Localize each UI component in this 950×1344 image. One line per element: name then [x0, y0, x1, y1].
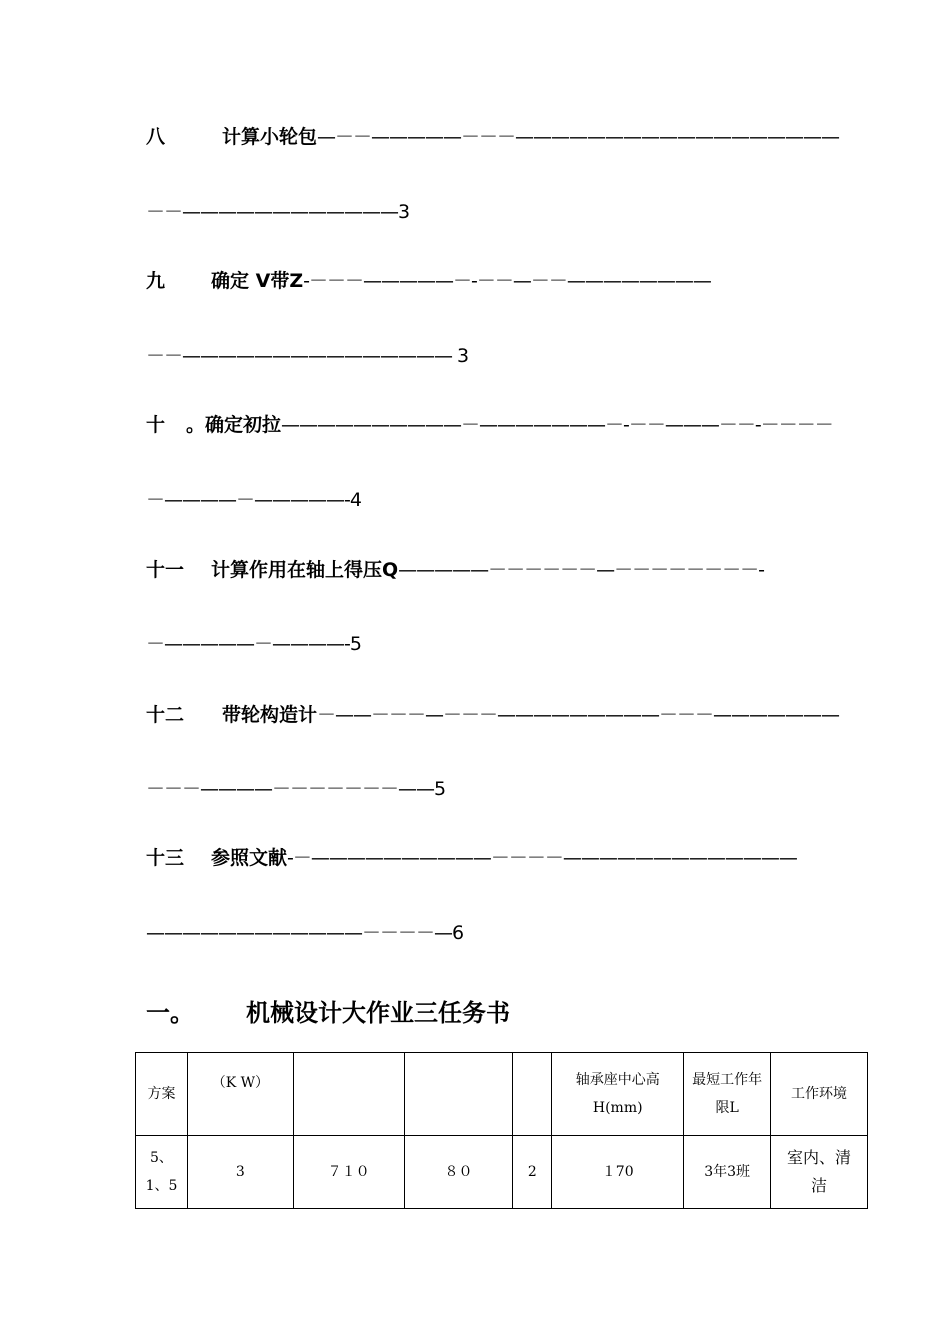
toc-title: 。确定初拉 — [186, 414, 282, 436]
table-cell: １70 — [552, 1136, 684, 1209]
toc-number: 十 — [146, 414, 166, 436]
table-row — [136, 1136, 868, 1209]
toc-leader-page: ————————————－－－－—6 — [146, 922, 464, 944]
toc-continuation-9 — [146, 347, 468, 366]
toc-leader: -－－－—————－-－－—－－———————— — [303, 270, 711, 292]
toc-leader: —————－－－－－－—－－－－－－－－- — [398, 559, 765, 581]
table-header-cell: 最短工作年限L — [684, 1053, 771, 1136]
toc-title: 参照文献 — [211, 847, 288, 869]
toc-leader: —－－—————－－－—————————————————— — [317, 126, 840, 148]
table-cell: 5、1、5 — [136, 1136, 188, 1209]
toc-line-13 — [146, 849, 797, 868]
toc-continuation-13 — [146, 924, 463, 943]
toc-leader: -－——————————－－－－————————————— — [287, 847, 797, 869]
toc-title: 计算小轮包 — [222, 126, 318, 148]
toc-leader-page: －—————－————-5 — [146, 633, 361, 655]
toc-number: 十一 — [146, 559, 185, 581]
toc-line-11 — [146, 561, 764, 580]
toc-number: 八 — [146, 126, 166, 148]
section-title: 机械设计大作业三任务书 — [246, 999, 510, 1027]
toc-leader-page: －————－—————-4 — [146, 489, 361, 511]
table-header-cell: （K W） — [187, 1053, 293, 1136]
toc-title: 确定 V带Z — [211, 270, 304, 292]
toc-continuation-11 — [146, 635, 361, 654]
table-header-cell — [404, 1053, 513, 1136]
table-cell: 2 — [513, 1136, 552, 1209]
table-header-cell: 方案 — [136, 1053, 188, 1136]
toc-continuation-12 — [146, 780, 445, 799]
toc-continuation-8 — [146, 203, 409, 222]
table-header-cell: 轴承座中心高H(mm) — [552, 1053, 684, 1136]
toc-title: 带轮构造计 — [222, 704, 318, 726]
toc-line-9 — [146, 272, 711, 291]
table-cell: 3 — [187, 1136, 293, 1209]
toc-title: 计算作用在轴上得压Q — [211, 559, 399, 581]
toc-line-10 — [146, 416, 833, 435]
toc-number: 十二 — [146, 704, 185, 726]
toc-leader: ——————————－———————－-－－———－－-－－－－ — [281, 414, 833, 436]
toc-line-12 — [146, 706, 839, 725]
toc-number: 十三 — [146, 847, 185, 869]
table-header-cell: 工作环境 — [771, 1053, 868, 1136]
section-number: 一。 — [146, 999, 194, 1027]
table-cell: 3年3班 — [684, 1136, 771, 1209]
toc-leader: －——－－－—－－－—————————－－－——————— — [317, 704, 840, 726]
section-heading — [146, 1001, 510, 1025]
table-header-row — [136, 1053, 868, 1136]
table-header-cell — [513, 1053, 552, 1136]
table-cell: ８０ — [404, 1136, 513, 1209]
toc-continuation-10 — [146, 491, 361, 510]
table-cell: ７１０ — [293, 1136, 404, 1209]
task-table — [135, 1052, 868, 1209]
table-cell: 室内、清洁 — [771, 1136, 868, 1209]
toc-number: 九 — [146, 270, 166, 292]
table-header-cell — [293, 1053, 404, 1136]
toc-leader-page: －－——————————————— 3 — [146, 345, 469, 367]
toc-leader-page: －－－————－－－－－－－——5 — [146, 778, 446, 800]
toc-leader-page: －－————————————3 — [146, 201, 410, 223]
toc-line-8 — [146, 128, 839, 147]
